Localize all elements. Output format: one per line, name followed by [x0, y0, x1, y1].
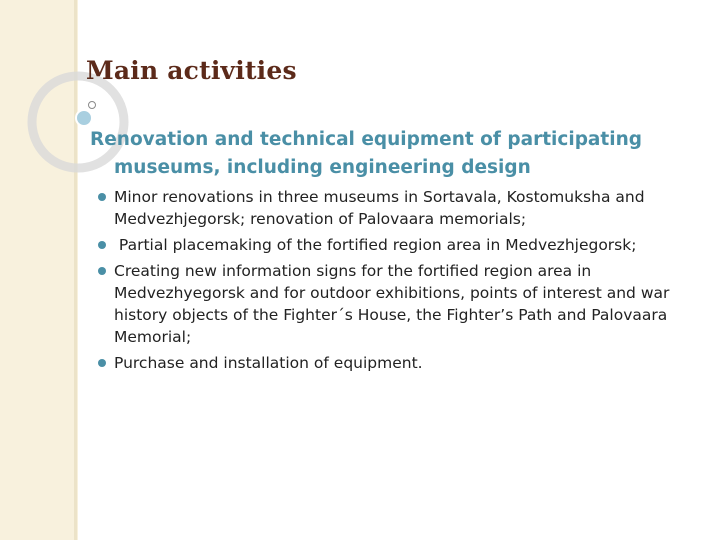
slide-title: Main activities — [86, 56, 297, 85]
list-item — [98, 260, 698, 348]
list-item-text: Partial placemaking of the fortified region area in Medvezhjegorsk; — [114, 236, 637, 254]
bullet-icon — [98, 359, 106, 367]
activity-list — [98, 186, 698, 378]
list-item — [98, 352, 698, 374]
small-blue-circle-icon — [76, 110, 92, 126]
list-item-text: Creating new information signs for the fortified region area in Medvezhyegorsk and for outdoor exhibitions, points of interest and war history objects of the Fighter´s House, the Fighter’s Path and Palovaara Memorial; — [114, 262, 670, 346]
title-dot-icon — [88, 101, 96, 109]
list-item — [98, 234, 698, 256]
section-subheading — [90, 126, 700, 182]
subheading-line-1: Renovation and technical equipment of participating — [90, 129, 643, 150]
bullet-icon — [98, 241, 106, 249]
bullet-icon — [98, 267, 106, 275]
bullet-icon — [98, 193, 106, 201]
subheading-line-2: museums, including engineering design — [114, 157, 531, 178]
list-item-text: Minor renovations in three museums in Sortavala, Kostomuksha and Medvezhjegorsk; renovation of Palovaara memorials; — [114, 188, 645, 228]
list-item-text: Purchase and installation of equipment. — [114, 354, 423, 372]
list-item — [98, 186, 698, 230]
